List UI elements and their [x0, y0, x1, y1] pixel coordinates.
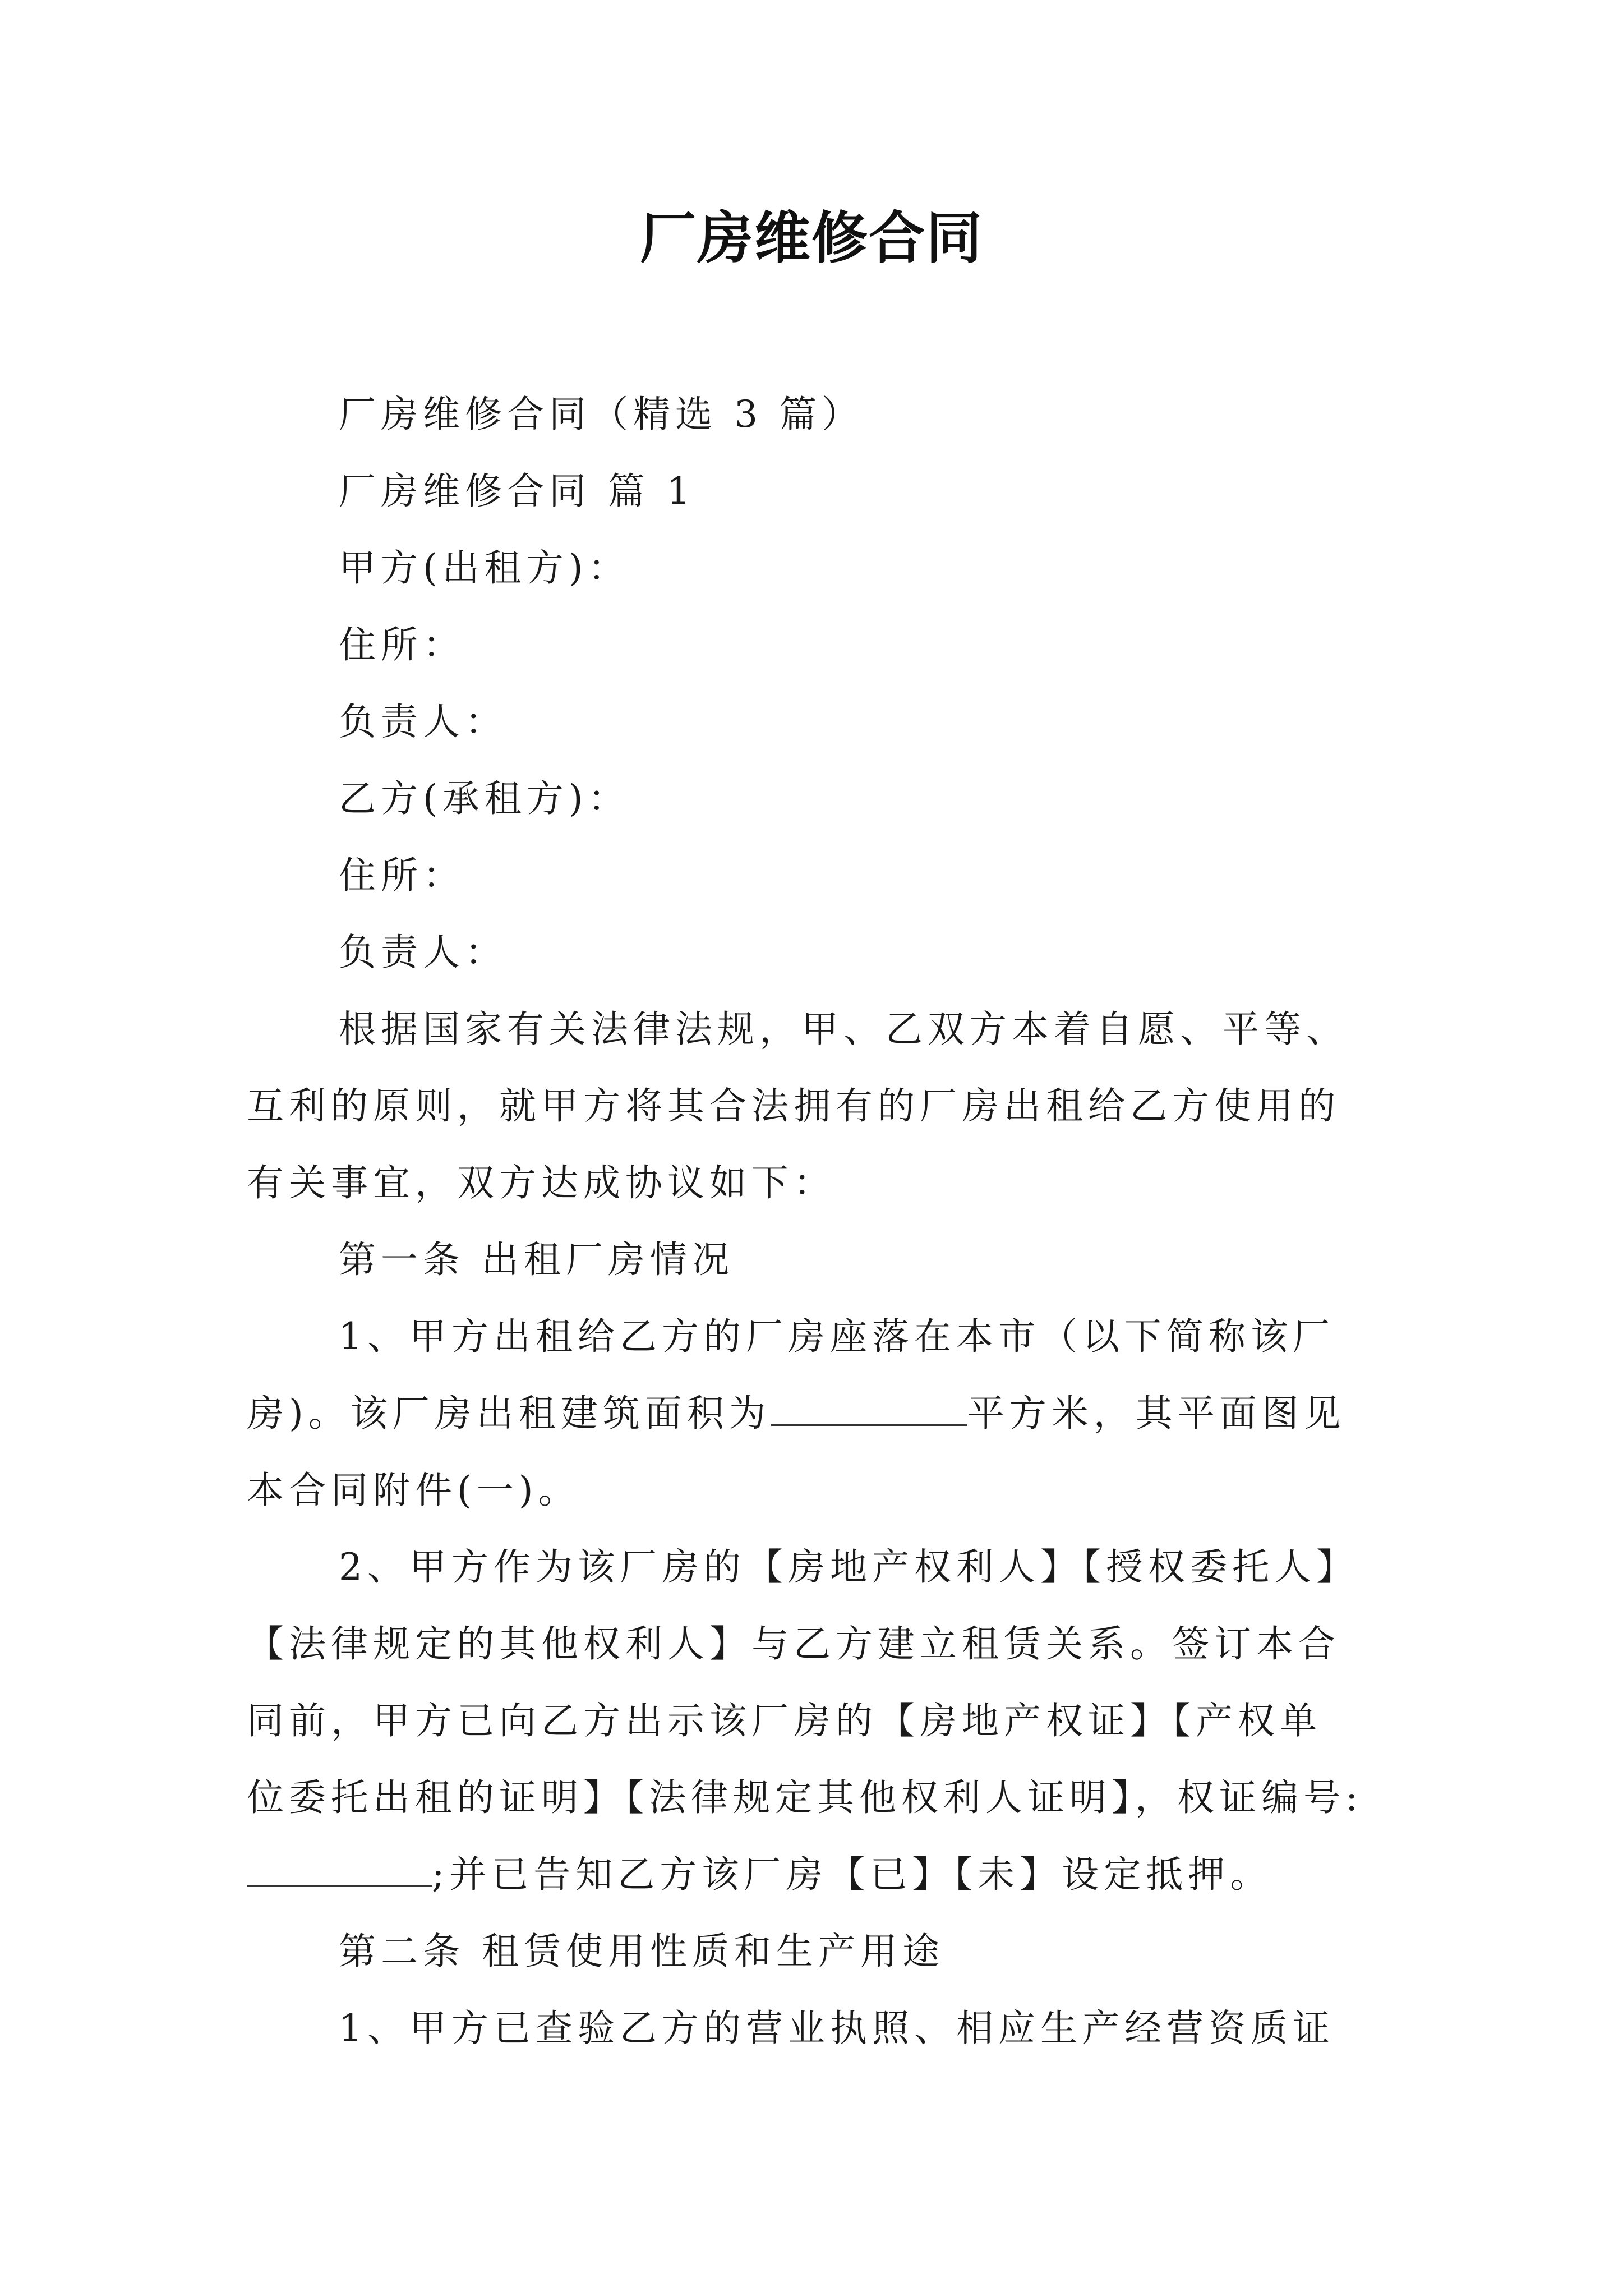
clause-line: 2、甲方作为该厂房的【房地产权利人】【授权委托人】: [339, 1545, 1358, 1589]
preamble-line: 有关事宜，双方达成协议如下：: [247, 1161, 836, 1204]
clause-line: 位委托出租的证明】【法律规定其他权利人证明】，权证编号:: [247, 1776, 1363, 1819]
clause-line: [247, 1375, 1391, 1452]
document-body: [247, 376, 1391, 2067]
document-title: 厂房维修合同: [640, 205, 983, 271]
clause-text: 房)。该厂房出租建筑面积为: [247, 1392, 771, 1435]
clause-line: 同前，甲方已向乙方出示该厂房的【房地产权证】【产权单: [247, 1699, 1322, 1742]
preamble-line: 根据国家有关法律法规，甲、乙双方本着自愿、平等、: [339, 1007, 1348, 1051]
section-heading: 厂房维修合同 篇 1: [339, 470, 695, 513]
clause-text: 平方米，其平面图见: [967, 1392, 1346, 1435]
clause-line: [247, 1836, 1391, 1913]
area-blank-field: [771, 1393, 967, 1426]
party-a-address: 住所：: [339, 623, 465, 666]
article-heading: 第二条 租赁使用性质和生产用途: [339, 1930, 944, 1973]
party-b-label: 乙方(承租方)：: [339, 777, 630, 820]
subtitle-line: 厂房维修合同（精选 3 篇）: [339, 393, 864, 436]
party-b-representative: 负责人：: [339, 931, 507, 974]
preamble-line: 互利的原则，就甲方将其合法拥有的厂房出租给乙方使用的: [247, 1084, 1340, 1128]
party-a-representative: 负责人：: [339, 700, 507, 743]
party-b-address: 住所：: [339, 854, 465, 897]
article-heading: 第一条 出租厂房情况: [339, 1238, 734, 1281]
clause-text: ;并已告知乙方该厂房【已】【未】设定抵押。: [432, 1853, 1272, 1896]
clause-line: 1、甲方出租给乙方的厂房座落在本市（以下简称该厂: [339, 1315, 1335, 1358]
clause-line: 【法律规定的其他权利人】与乙方建立租赁关系。签订本合: [247, 1622, 1340, 1665]
party-a-label: 甲方(出租方)：: [339, 546, 630, 590]
clause-line: 本合同附件(一)。: [247, 1469, 580, 1512]
clause-line: 1、甲方已查验乙方的营业执照、相应生产经营资质证: [339, 2007, 1335, 2050]
certificate-number-blank-field: [247, 1854, 432, 1887]
